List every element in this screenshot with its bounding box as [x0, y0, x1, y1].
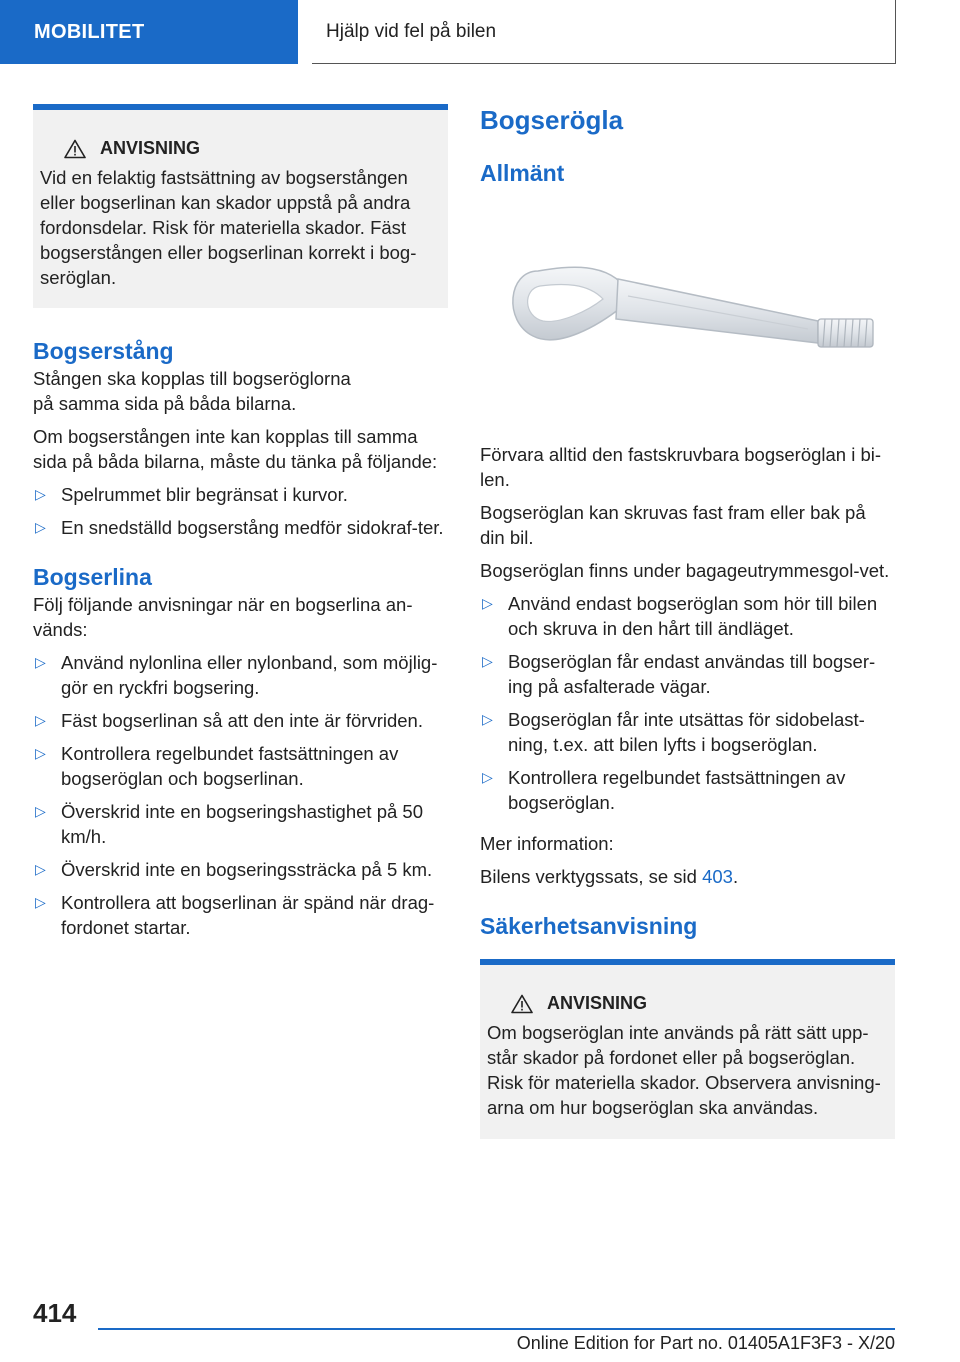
footer-edition: Online Edition for Part no. 01405A1F3F3 - X/20 — [516, 1333, 895, 1353]
chapter-header — [312, 0, 896, 64]
warning-triangle-icon — [511, 994, 533, 1014]
bullet-list — [33, 650, 448, 940]
triangle-bullet-icon: ▷ — [35, 486, 46, 502]
left-column — [33, 104, 448, 940]
heading-bogserlina: Bogserlina — [33, 564, 152, 590]
triangle-bullet-icon: ▷ — [35, 654, 46, 670]
paragraph: Bogseröglan finns under bagageutrymmesgol-vet. — [480, 560, 890, 581]
list-item: ▷ Kontrollera regelbundet fastsättningen av bogseröglan. — [482, 767, 846, 813]
page-number: 414 — [33, 1298, 77, 1328]
list-item: ▷ Bogseröglan får inte utsättas för sidobelast-ning, t.ex. att bilen lyfts i bogseröglan. — [482, 709, 865, 755]
list-item: ▷ Bogseröglan får endast användas till bogser-ing på asfalterade vägar. — [482, 651, 876, 697]
triangle-bullet-icon: ▷ — [35, 745, 46, 761]
list-item: ▷ Använd endast bogseröglan som hör till bilen och skruva in den hårt till ändläget. — [482, 593, 878, 639]
list-item: ▷ Spelrummet blir begränsat i kurvor. — [35, 484, 348, 505]
warning-box — [480, 959, 895, 1139]
towing-eye-illustration — [480, 188, 895, 434]
list-item: ▷ En snedställd bogserstång medför sidokraf-ter. — [35, 517, 444, 538]
paragraph: Om bogserstången inte kan kopplas till samma sida på båda bilarna, måste du tänka på följande: — [33, 426, 438, 472]
paragraph: Stången ska kopplas till bogseröglorna på samma sida på båda bilarna. — [33, 368, 351, 414]
towing-eye-icon — [488, 211, 888, 411]
triangle-bullet-icon: ▷ — [35, 519, 46, 535]
bullet-list — [480, 591, 895, 815]
warning-title: ANVISNING — [100, 138, 201, 158]
triangle-bullet-icon: ▷ — [482, 595, 493, 611]
list-item: ▷ Kontrollera att bogserlinan är spänd när drag-fordonet startar. — [35, 892, 435, 938]
warning-header — [64, 136, 440, 161]
warning-text: Vid en felaktig fastsättning av bogserstången eller bogserlinan kan skador uppstå på andra fordonsdelar. Risk för materiella skador. Fäst bogserstången eller bogserlinan korrekt i bog-seröglan. — [40, 167, 417, 288]
right-column — [480, 104, 895, 1139]
warning-text: Om bogseröglan inte används på rätt sätt upp-står skador på fordonet eller på bogseröglan. Risk för materiella skador. Observera anvisning-arna om hur bogseröglan ska användas. — [487, 1022, 881, 1118]
triangle-bullet-icon: ▷ — [482, 711, 493, 727]
paragraph: Bogseröglan kan skruvas fast fram eller bak på din bil. — [480, 502, 866, 548]
section-tab — [0, 0, 298, 64]
page-link[interactable]: 403 — [702, 866, 733, 887]
chapter-title: Hjälp vid fel på bilen — [326, 20, 497, 42]
list-item: ▷ Kontrollera regelbundet fastsättningen av bogseröglan och bogserlinan. — [35, 743, 399, 789]
warning-box — [33, 104, 448, 308]
list-item: ▷ Använd nylonlina eller nylonband, som möjlig-gör en ryckfri bogsering. — [35, 652, 438, 698]
warning-header — [511, 991, 887, 1016]
triangle-bullet-icon: ▷ — [35, 803, 46, 819]
footer-divider — [98, 1328, 895, 1330]
more-info-reference: Bilens verktygssats, se sid 403. — [480, 866, 739, 887]
triangle-bullet-icon: ▷ — [35, 712, 46, 728]
more-info-label: Mer information: — [480, 833, 614, 854]
triangle-bullet-icon: ▷ — [482, 769, 493, 785]
triangle-bullet-icon: ▷ — [482, 653, 493, 669]
bullet-list — [33, 482, 448, 540]
heading-sakerhetsanvisning: Säkerhetsanvisning — [480, 913, 698, 939]
list-item: ▷ Fäst bogserlinan så att den inte är förvriden. — [35, 710, 423, 731]
warning-title: ANVISNING — [547, 993, 648, 1013]
heading-allmant: Allmänt — [480, 160, 565, 186]
paragraph: Förvara alltid den fastskruvbara bogseröglan i bi-len. — [480, 444, 882, 490]
list-item: ▷ Överskrid inte en bogseringssträcka på 5 km. — [35, 859, 433, 880]
triangle-bullet-icon: ▷ — [35, 894, 46, 910]
warning-triangle-icon — [64, 139, 86, 159]
paragraph: Följ följande anvisningar när en bogserlina an-vänds: — [33, 594, 413, 640]
section-title: MOBILITET — [34, 20, 145, 43]
triangle-bullet-icon: ▷ — [35, 861, 46, 877]
heading-bogserogla: Bogserögla — [480, 105, 624, 135]
heading-bogserstang: Bogserstång — [33, 338, 174, 364]
list-item: ▷ Överskrid inte en bogseringshastighet på 50 km/h. — [35, 801, 423, 847]
